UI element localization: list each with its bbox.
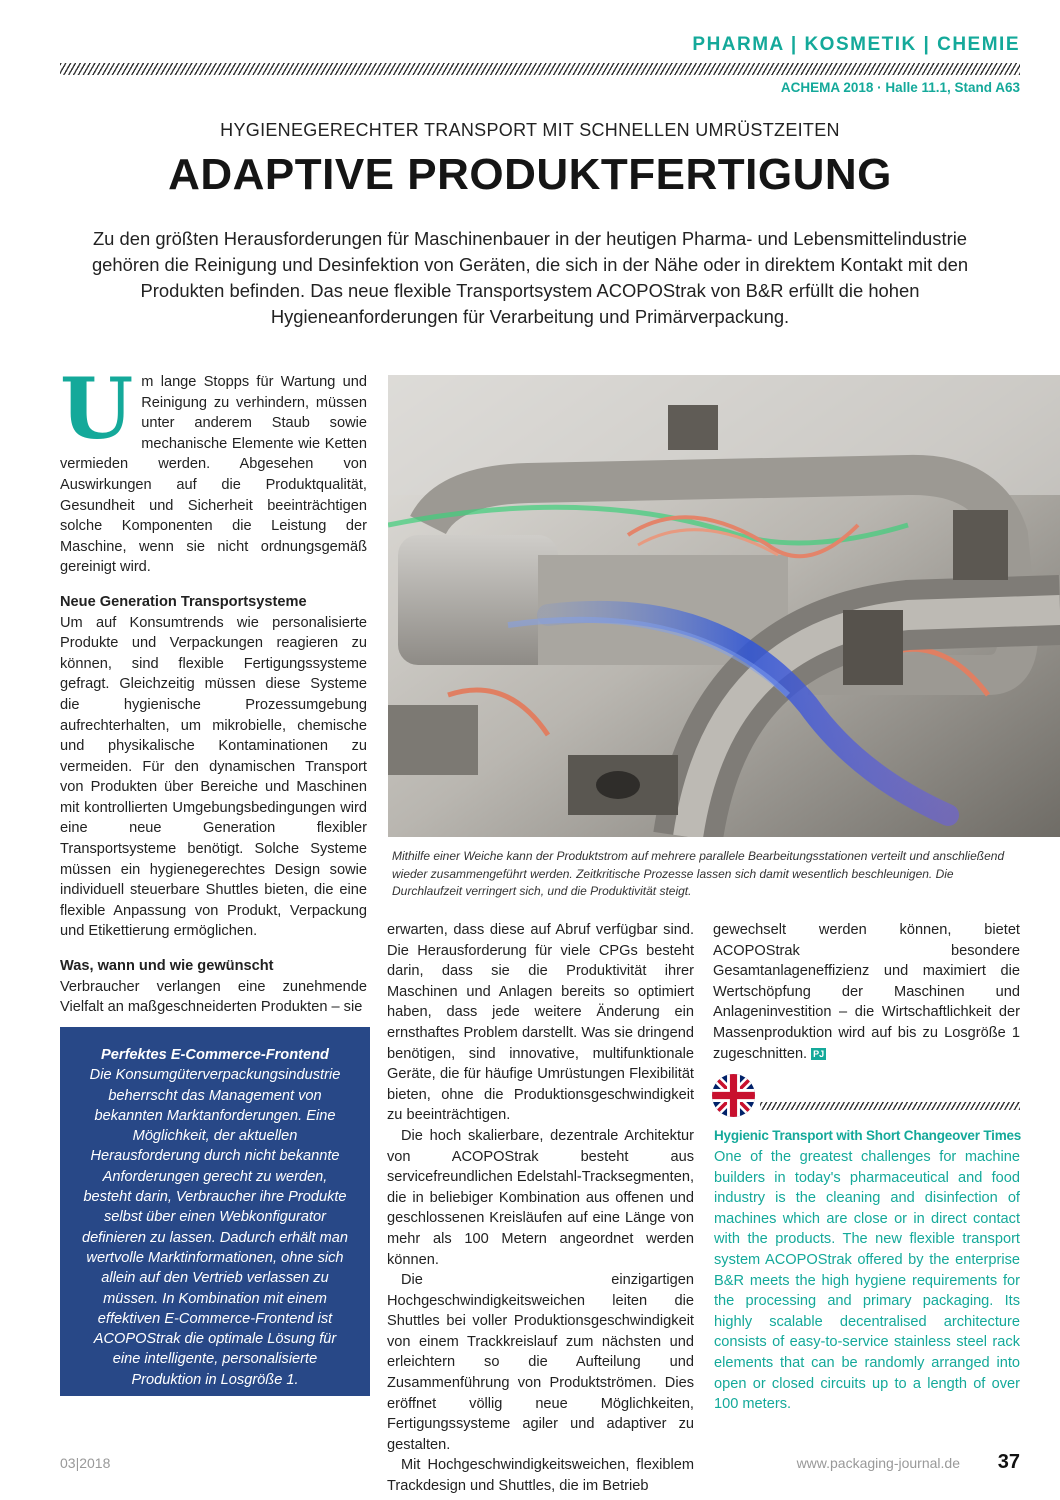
column-middle	[387, 920, 694, 1497]
english-title: Hygienic Transport with Short Changeover Times	[714, 1128, 1022, 1143]
issue-number: 03|2018	[60, 1455, 111, 1471]
english-summary: One of the greatest challenges for machine builders in today's pharmaceutical and food industry is the cleaning and disinfection of machines which are close or in direct contact with the products. The new flexible transport system ACOPOStrak offered by the enterprise B&R meets the high hygiene requirements for the processing and primary packaging. Its highly scalable decentralised architecture consists of easy-to-service stainless steel rack elements that can be randomly arranged into open or closed circuits up to a length of over 100 meters.	[714, 1149, 1020, 1413]
website-link[interactable]: www.packaging-journal.de	[796, 1455, 960, 1471]
paragraph-transport: Um auf Konsumtrends wie personalisierte Produkte und Verpackungen reagieren zu können, sind flexible Fertigungssysteme gefragt. Gleichzeitig müssen diese Systeme die hygienische Prozessumgebung aufrechterhalten, um mikrobielle, chemische und physikalische Kontaminationen zu vermeiden. Für den dynamischen Transport von Produkten über Bereiche und Maschinen mit kontrollierten Umgebungsbedingungen wird eine neue Generation flexibler Transportsysteme benötigt. Solche Systeme müssen ein hygienegerechtes Design sowie individuell steuerbare Shuttles bieten, die eine flexible Anpassung von Produkt, Verpackung und Etikettierung ermöglichen.	[60, 614, 367, 940]
dropcap: U	[60, 359, 134, 458]
paragraph-switches: Die einzigartigen Hochgeschwindigkeitsweichen leiten die Shuttles bei voller Produktionsgeschwindigkeit von einem Trackkreislauf zum nächsten und erleichtern so die Aufteilung und Zusammenführung von Produktströmen. Dies eröffnet völlig neue Möglichkeiten, Fertigungssysteme agiler und adaptiver zu gestalten.	[387, 1272, 694, 1453]
article-title: ADAPTIVE PRODUKTFERTIGUNG	[168, 150, 892, 199]
article-photo	[388, 375, 1060, 837]
paragraph-efficiency: gewechselt werden können, bietet ACOPOStrak besondere Gesamtanlageneffizienz und maximiert die Wertschöpfung der Maschinen und Anlageninvestition – die Wirtschaftlichkeit der Massenproduktion wird auf bis zu Losgröße 1 zugeschnitten. PJ	[713, 922, 1020, 1062]
column-left	[60, 359, 367, 1018]
paragraph-shuttles: Mit Hochgeschwindigkeitsweichen, flexiblem Trackdesign und Shuttles, die im Betrieb	[387, 1457, 694, 1495]
info-box	[60, 1027, 370, 1396]
paragraph-intro: Um lange Stopps für Wartung und Reinigung zu verhindern, müssen unter anderem Staub sowie mechanische Elemente wie Ketten vermieden werden. Abgesehen von Auswirkungen auf die Produktqualität, Gesundheit und Sicherheit beeinträchtigen solche Komponenten die Leistung der Maschine, wenn sie nicht ordnungsgemäß gereinigt wird.	[60, 359, 367, 576]
english-divider	[760, 1102, 1020, 1110]
track-system-illustration	[388, 375, 1060, 837]
info-box-title: Perfektes E-Commerce-Frontend	[101, 1047, 329, 1063]
header-divider	[60, 63, 1020, 75]
paragraph-wishes: Verbraucher verlangen eine zunehmende Vielfalt an maßgeschneiderten Produkten – sie	[60, 978, 367, 1016]
photo-caption: Mithilfe einer Weiche kann der Produktstrom auf mehrere parallele Bearbeitungsstationen verteilt und anschließend wieder zusammengeführt werden. Zeitkritische Prozesse lassen sich damit wesentlich beschleunigen. Die Durchlaufzeit verringert sich, und die Produktivität steigt.	[392, 849, 1005, 898]
page-number: 37	[997, 1451, 1020, 1473]
paragraph-cpg: erwarten, dass diese auf Abruf verfügbar sind. Die Herausforderung für viele CPGs besteht darin, dass sie die Produktivität ihrer Maschinen und Anlagen bereits so optimiert haben, dass jede weitere Änderung ein ernsthaftes Problem darstellt. Was sie dringend benötigen, sind innovative, multifunktionale Geräte, die für häufige Umrüstungen Flexibilität bieten, ohne die Produktionsgeschwindigkeit zu beeinträchtigen.	[387, 922, 694, 1124]
article-kicker: HYGIENEGERECHTER TRANSPORT MIT SCHNELLEN UMRÜSTZEITEN	[220, 120, 840, 140]
paragraph-architecture: Die hoch skalierbare, dezentrale Architektur von ACOPOStrak besteht aus servicefreundlichen Edelstahl-Tracksegmenten, die in beliebiger Kombination aus offenen und geschlossenen Kreisläufen auf eine Länge von mehr als 100 Metern angeordnet werden können.	[387, 1127, 694, 1268]
end-mark: PJ	[813, 1048, 825, 1059]
section-title: PHARMA | KOSMETIK | CHEMIE	[692, 34, 1020, 55]
column-right	[713, 920, 1020, 1064]
fair-info: ACHEMA 2018 · Halle 11.1, Stand A63	[780, 80, 1020, 95]
article-lead: Zu den größten Herausforderungen für Maschinenbauer in der heutigen Pharma- und Lebensmittelindustrie gehören die Reinigung und Desinfektion von Geräten, die sich in der Nähe oder in direktem Kontakt mit den Produkten befinden. Das neue flexible Transportsystem ACOPOStrak von B&R erfüllt die hohen Hygieneanforderungen für Verarbeitung und Primärverpackung.	[91, 228, 969, 327]
uk-flag-icon	[712, 1074, 755, 1117]
subheading-transport: Neue Generation Transportsysteme	[60, 593, 307, 610]
info-box-text: Die Konsumgüterverpackungsindustrie beherrscht das Management von bekannten Marktanforderungen. Eine Möglichkeit, der aktuellen Herausforderung durch nicht bekannte Anforderungen gerecht zu werden, besteht darin, Verbraucher ihre Produkte selbst über einen Webkonfigurator definieren zu lassen. Dadurch erhält man wertvolle Marktinformationen, ohne sich allein auf den Vertrieb verlassen zu müssen. In Kombination mit einem effektiven E-Commerce-Frontend ist ACOPOStrak die optimale Lösung für eine intelligente, personalisierte Produktion in Losgröße 1.	[81, 1067, 349, 1388]
subheading-wishes: Was, wann und wie gewünscht	[60, 958, 274, 975]
